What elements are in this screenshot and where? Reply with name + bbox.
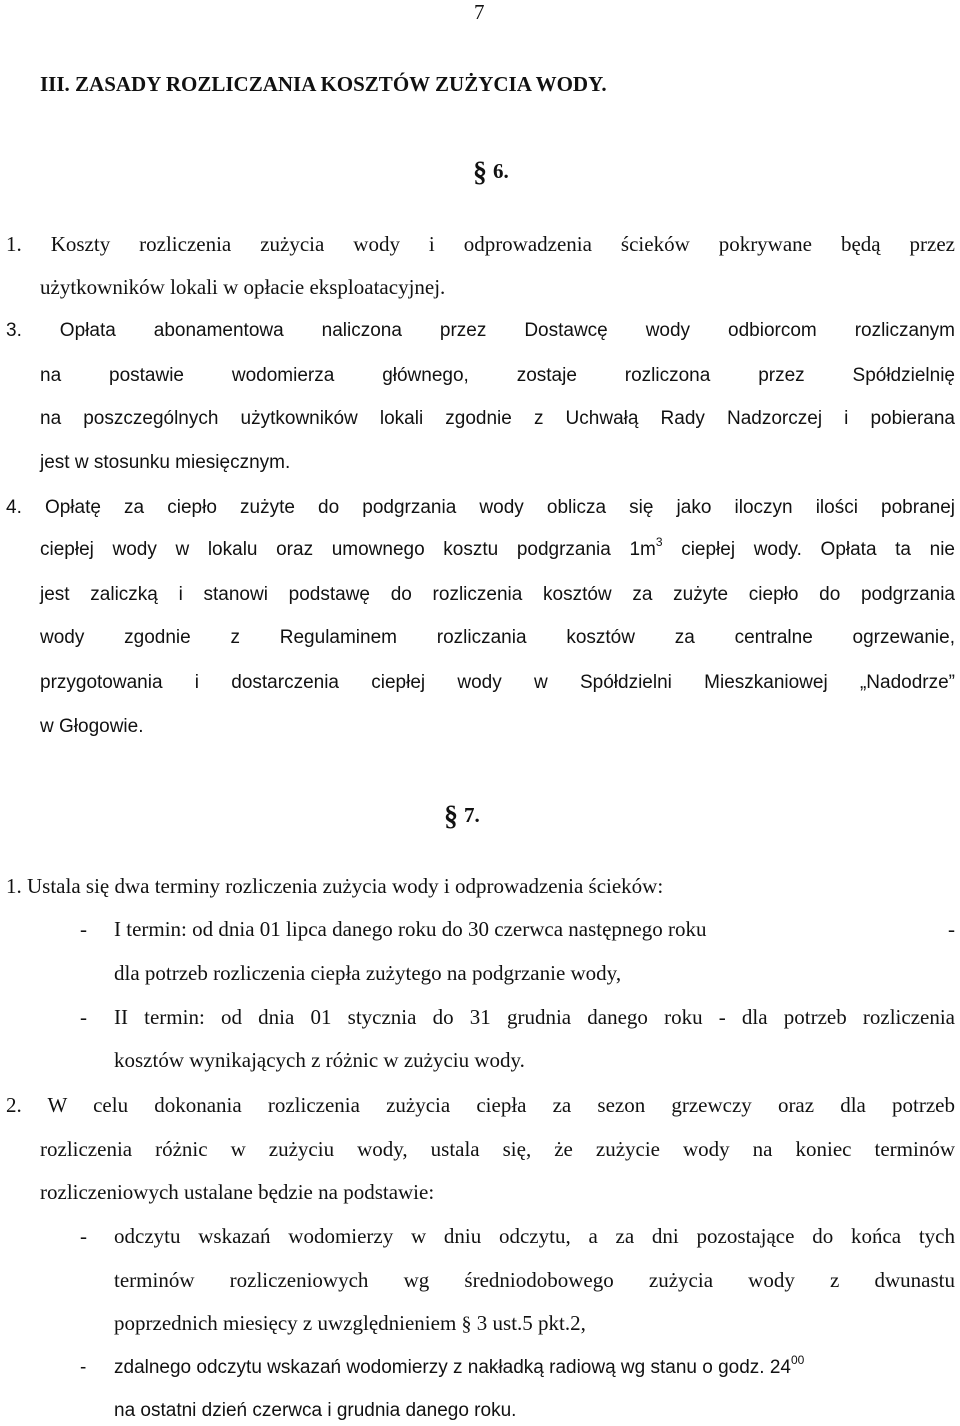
- section-6-label: 6.: [493, 159, 509, 183]
- section-7-heading: [444, 802, 480, 830]
- s6-p3-line-2: na postawie wodomierza głównego, zostaje rozliczona przez Spółdzielnię: [40, 365, 955, 386]
- s6-p4-line-2: [40, 536, 955, 564]
- s6-p4-line-4: wody zgodnie z Regulaminem rozliczania kosztów za centralne ogrzewanie,: [40, 627, 955, 648]
- superscript-00: 00: [791, 1353, 805, 1367]
- s7-p1-bullet-1-line-2: dla potrzeb rozliczenia ciepła zużytego na podgrzanie wody,: [114, 961, 622, 985]
- section-6-heading: [473, 158, 509, 186]
- s7-p2-line-2: rozliczenia różnic w zużyciu wody, ustala się, że zużycie wody na koniec terminów: [40, 1137, 955, 1161]
- s6-p3-line-1: 3. Opłata abonamentowa naliczona przez Dostawcę wody odbiorcom rozliczanym: [6, 320, 955, 341]
- bullet-dash: -: [80, 917, 87, 941]
- bullet-dash: -: [80, 1005, 87, 1029]
- s6-p1-line-1: 1. Koszty rozliczenia zużycia wody i odprowadzenia ścieków pokrywane będą przez: [6, 232, 955, 256]
- s6-p4-line-6: w Głogowie.: [40, 716, 144, 737]
- s7-p2-bullet-1-line-3b: 3 ust.5 pkt.2,: [471, 1311, 586, 1335]
- section-sign: §: [473, 157, 487, 188]
- s7-p2-bullet-2-line-1: [114, 1354, 955, 1382]
- s7-p2-bullet-1-line-3a: poprzednich miesięcy z uwzględnieniem: [114, 1311, 462, 1335]
- s6-p4-line-1: 4. Opłatę za ciepło zużyte do podgrzania wody oblicza się jako iloczyn ilości pobranej: [6, 497, 955, 518]
- s7-p1-line-1: 1. Ustala się dwa terminy rozliczenia zużycia wody i odprowadzenia ścieków:: [6, 874, 664, 898]
- s7-p1-bullet-2-line-2: kosztów wynikających z różnic w zużyciu wody.: [114, 1048, 525, 1072]
- section-7-label: 7.: [464, 803, 480, 827]
- s7-p1-bullet-1: [80, 915, 955, 943]
- bullet-dash: -: [80, 1224, 87, 1248]
- section-sign: §: [461, 1313, 472, 1335]
- s7-p2-bullet-2: [80, 1354, 955, 1382]
- s7-p1-bullet-1-line-1: I termin: od dnia 01 lipca danego roku do 30 czerwca następnego roku: [114, 917, 707, 941]
- s6-p4-line-5: przygotowania i dostarczenia ciepłej wody w Spółdzielni Mieszkaniowej „Nadodrze”: [40, 672, 955, 693]
- s6-p1-line-2: użytkowników lokali w opłacie eksploatacyjnej.: [40, 275, 446, 299]
- s6-p4-line-3: jest zaliczką i stanowi podstawę do rozliczenia kosztów za zużyte ciepło do podgrzania: [40, 584, 955, 605]
- page-number: 7: [474, 0, 485, 24]
- s7-p2-bullet-2-line-2: na ostatni dzień czerwca i grudnia danego roku.: [114, 1400, 517, 1421]
- bullet-dash: -: [80, 1357, 87, 1378]
- s6-p4-line-2a: ciepłej wody w lokalu oraz umownego kosztu podgrzania 1m: [40, 539, 656, 560]
- s6-p3-line-3: na poszczególnych użytkowników lokali zgodnie z Uchwałą Rady Nadzorczej i pobierana: [40, 408, 955, 429]
- s7-p2-line-3: rozliczeniowych ustalane będzie na podstawie:: [40, 1180, 435, 1204]
- s7-p2-line-1: 2. W celu dokonania rozliczenia zużycia ciepła za sezon grzewczy oraz dla potrzeb: [6, 1093, 955, 1117]
- s7-p2-bullet-1: [80, 1222, 955, 1250]
- section-sign: §: [444, 801, 458, 832]
- chapter-title: III. ZASADY ROZLICZANIA KOSZTÓW ZUŻYCIA WODY.: [40, 72, 607, 96]
- s7-p2-bullet-2-line-1a: zdalnego odczytu wskazań wodomierzy z nakładką radiową wg stanu o godz. 24: [114, 1357, 791, 1378]
- s7-p2-bullet-1-line-2: terminów rozliczeniowych wg średniodobowego zużycia wody z dwunastu: [114, 1268, 955, 1292]
- s6-p3-line-4: jest w stosunku miesięcznym.: [40, 452, 291, 473]
- s6-p4-line-2b: ciepłej wody. Opłata ta nie: [662, 539, 955, 560]
- s7-p1-bullet-2-line-1: II termin: od dnia 01 stycznia do 31 grudnia danego roku - dla potrzeb rozliczenia: [114, 1005, 955, 1029]
- bullet-trailing-dash: -: [948, 917, 955, 941]
- s7-p2-bullet-1-line-1: odczytu wskazań wodomierzy w dniu odczytu, a za dni pozostające do końca tych: [114, 1224, 955, 1248]
- s7-p2-bullet-1-line-3: [114, 1309, 955, 1337]
- superscript-3: 3: [655, 535, 663, 549]
- s7-p1-bullet-2: [80, 1003, 955, 1031]
